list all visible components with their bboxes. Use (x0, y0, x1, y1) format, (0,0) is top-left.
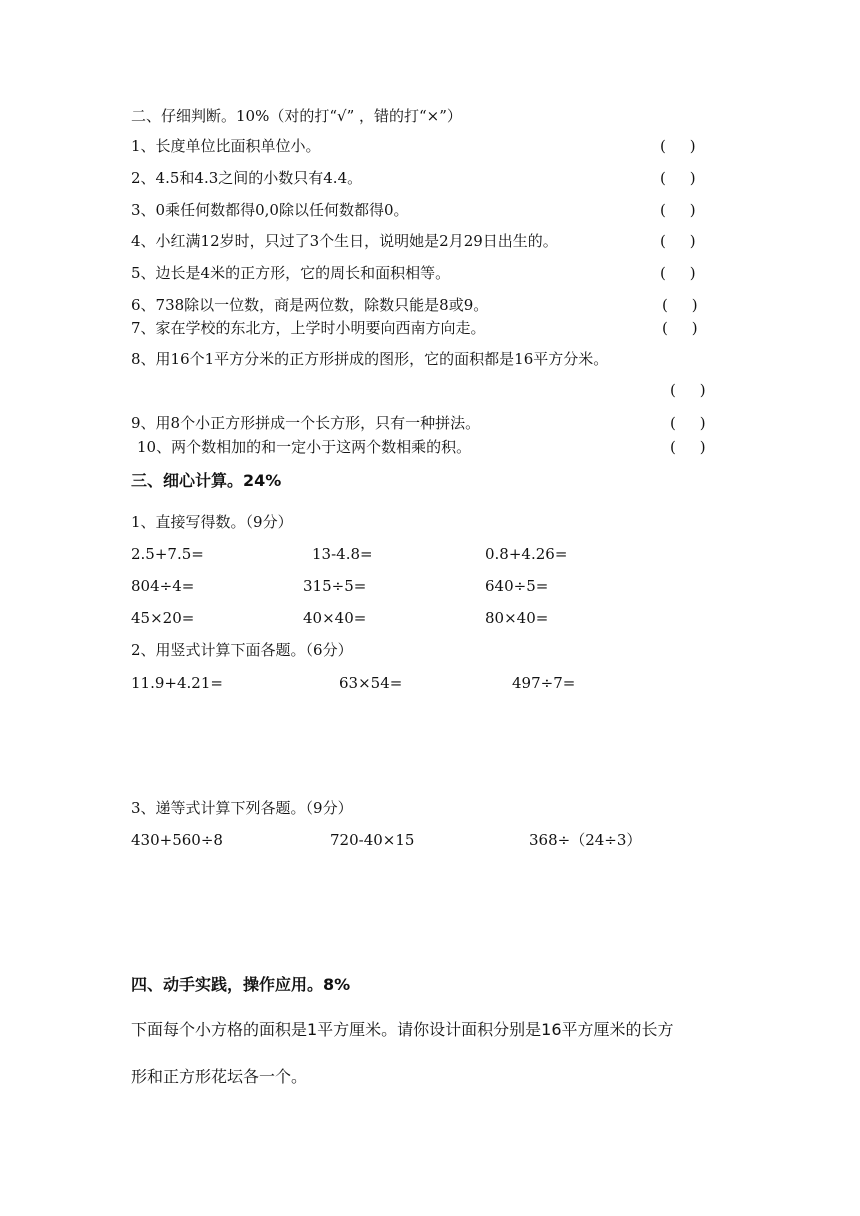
vertical-calc-item: 11.9+4.21= (131, 674, 223, 692)
section4-heading: 四、动手实践，操作应用。8% (131, 975, 351, 994)
answer-paren-9[interactable]: ( ) (670, 414, 706, 432)
calc-item: 45×20= (131, 609, 195, 627)
calc-item: 40×40= (303, 609, 367, 627)
judge-item-6: 6、738除以一位数，商是两位数，除数只能是8或9。 (131, 296, 489, 314)
answer-paren-10[interactable]: ( ) (670, 438, 706, 456)
judge-item-1: 1、长度单位比面积单位小。 (131, 137, 321, 155)
answer-paren-6[interactable]: ( ) (662, 296, 698, 314)
judge-item-9: 9、用8个小正方形拼成一个长方形，只有一种拼法。 (131, 414, 481, 432)
section3-heading: 三、细心计算。24% (131, 471, 282, 490)
step-calc-item: 720-40×15 (330, 831, 415, 849)
step-calc-item: 368÷（24÷3） (529, 831, 642, 849)
calc-part1-title: 1、直接写得数。（9分） (131, 513, 293, 531)
vertical-calc-item: 63×54= (339, 674, 403, 692)
judge-item-2: 2、4.5和4.3之间的小数只有4.4。 (131, 169, 363, 187)
judge-item-10: 10、两个数相加的和一定小于这两个数相乘的积。 (137, 438, 472, 456)
calc-item: 0.8+4.26= (485, 545, 568, 563)
calc-item: 80×40= (485, 609, 549, 627)
judge-item-7: 7、家在学校的东北方，上学时小明要向西南方向走。 (131, 319, 486, 337)
calc-part3-title: 3、递等式计算下列各题。（9分） (131, 799, 353, 817)
section4-text-line2: 形和正方形花坛各一个。 (131, 1067, 308, 1086)
calc-item: 13-4.8= (312, 545, 373, 563)
calc-part2-title: 2、用竖式计算下面各题。（6分） (131, 641, 353, 659)
answer-paren-2[interactable]: ( ) (660, 169, 696, 187)
judge-item-4: 4、小红满12岁时，只过了3个生日，说明她是2月29日出生的。 (131, 232, 558, 250)
answer-paren-4[interactable]: ( ) (660, 232, 696, 250)
judge-item-8: 8、用16个1平方分米的正方形拼成的图形，它的面积都是16平方分米。 (131, 350, 609, 368)
calc-item: 804÷4= (131, 577, 195, 595)
calc-item: 640÷5= (485, 577, 549, 595)
answer-paren-7[interactable]: ( ) (662, 319, 698, 337)
calc-item: 315÷5= (303, 577, 367, 595)
section4-text-line1: 下面每个小方格的面积是1平方厘米。请你设计面积分别是16平方厘米的长方 (131, 1020, 674, 1039)
calc-item: 2.5+7.5= (131, 545, 204, 563)
step-calc-item: 430+560÷8 (131, 831, 223, 849)
answer-paren-5[interactable]: ( ) (660, 264, 696, 282)
vertical-calc-item: 497÷7= (512, 674, 576, 692)
answer-paren-8[interactable]: ( ) (670, 381, 706, 399)
section2-heading: 二、仔细判断。10%（对的打“√” ，错的打“×”） (131, 107, 462, 125)
answer-paren-1[interactable]: ( ) (660, 137, 696, 155)
answer-paren-3[interactable]: ( ) (660, 201, 696, 219)
judge-item-5: 5、边长是4米的正方形，它的周长和面积相等。 (131, 264, 451, 282)
judge-item-3: 3、0乘任何数都得0,0除以任何数都得0。 (131, 201, 409, 219)
